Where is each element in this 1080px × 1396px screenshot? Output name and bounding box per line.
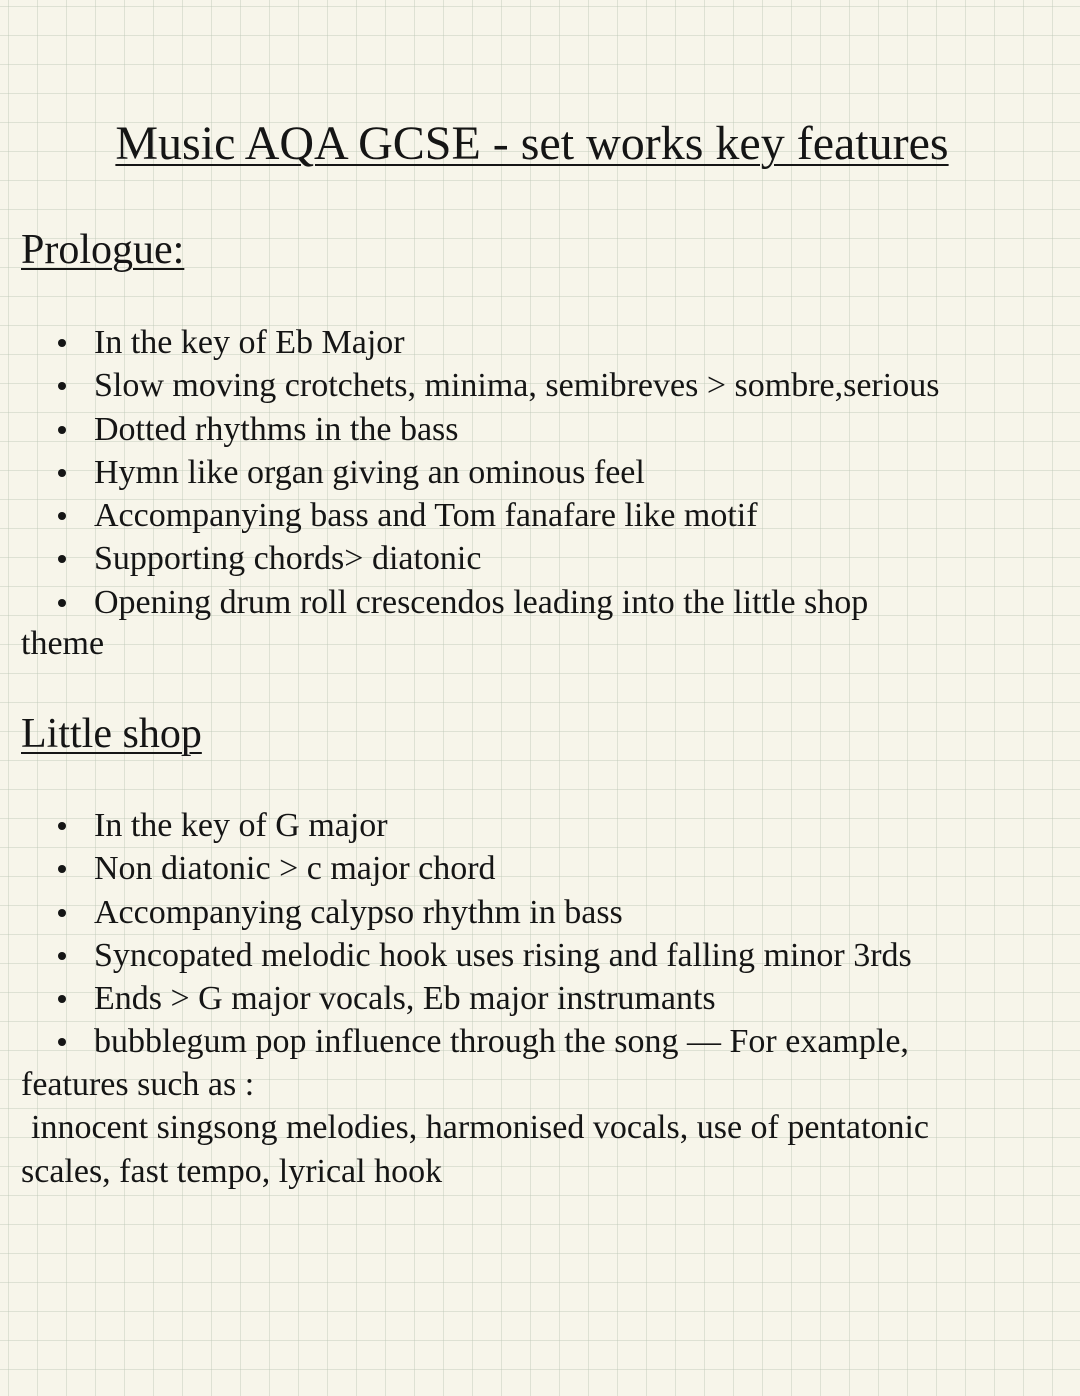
list-item: In the key of Eb Major bbox=[0, 321, 939, 364]
list-item: In the key of G major bbox=[0, 804, 912, 847]
list-item: Ends > G major vocals, Eb major instrumants bbox=[0, 977, 912, 1020]
list-item: bubblegum pop influence through the song — For example, bbox=[0, 1020, 912, 1063]
list-item: Supporting chords> diatonic bbox=[0, 537, 939, 580]
section-heading-prologue: Prologue: bbox=[21, 227, 185, 273]
list-item: Slow moving crotchets, minima, semibreves > sombre,serious bbox=[0, 364, 939, 407]
list-item: Accompanying bass and Tom fanafare like motif bbox=[0, 494, 939, 537]
prologue-bullet-list bbox=[0, 321, 939, 624]
list-item: Syncopated melodic hook uses rising and falling minor 3rds bbox=[0, 934, 912, 977]
little-shop-continuation-line: innocent singsong melodies, harmonised vocals, use of pentatonic bbox=[31, 1109, 929, 1146]
prologue-continuation-text: theme bbox=[21, 625, 105, 662]
list-item: Non diatonic > c major chord bbox=[0, 847, 912, 890]
little-shop-continuation-line: scales, fast tempo, lyrical hook bbox=[21, 1153, 443, 1190]
little-shop-continuation-line: features such as : bbox=[21, 1066, 255, 1103]
list-item: Opening drum roll crescendos leading into the little shop bbox=[0, 581, 939, 624]
list-item: Dotted rhythms in the bass bbox=[0, 408, 939, 451]
little-shop-bullet-list bbox=[0, 804, 912, 1064]
list-item: Accompanying calypso rhythm in bass bbox=[0, 891, 912, 934]
section-heading-little-shop: Little shop bbox=[21, 711, 202, 757]
list-item: Hymn like organ giving an ominous feel bbox=[0, 451, 939, 494]
page-title: Music AQA GCSE - set works key features bbox=[115, 117, 949, 170]
